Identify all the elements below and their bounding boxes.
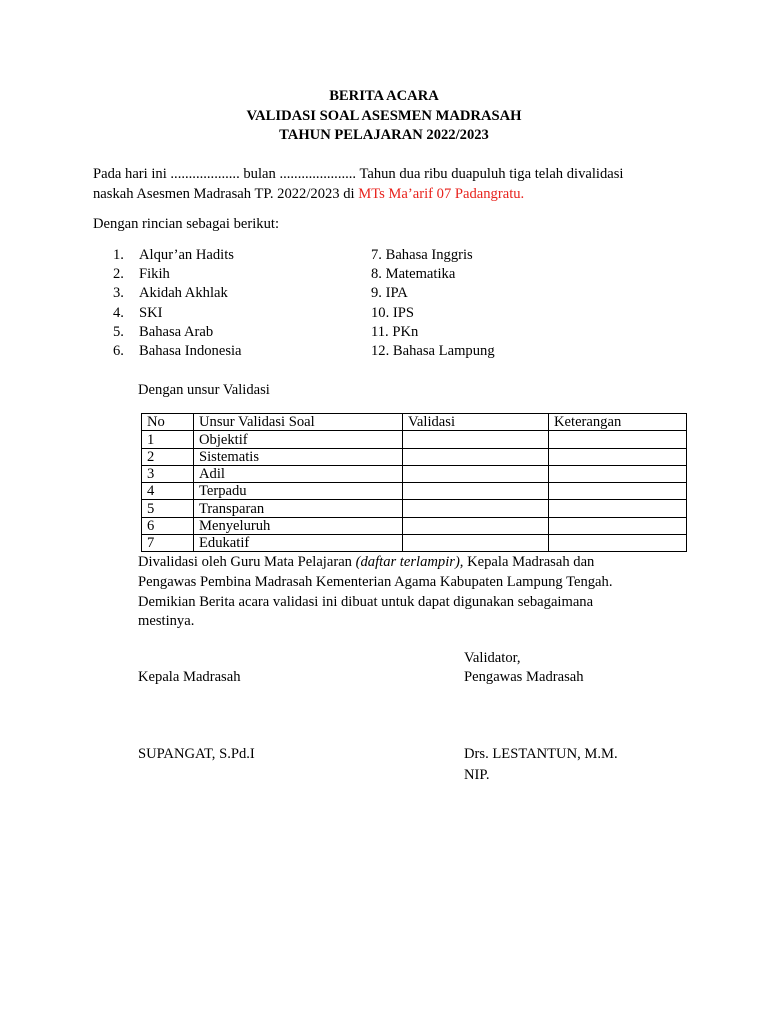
cell-no: 5 [142, 500, 194, 517]
list-item [113, 265, 242, 284]
cell-keterangan [549, 448, 687, 465]
list-number: 3. [113, 285, 124, 302]
school-name: MTs Ma’arif 07 Padangratu. [358, 186, 525, 202]
table-row [142, 483, 687, 500]
cell-unsur: Objektif [194, 431, 403, 448]
subject-name: Alqur’an Hadits [139, 247, 234, 263]
list-item: 9. IPA [371, 285, 408, 302]
cell-validasi [403, 500, 549, 517]
cell-validasi [403, 431, 549, 448]
table-row [142, 448, 687, 465]
cell-unsur: Menyeluruh [194, 517, 403, 534]
list-number: 2. [113, 266, 124, 283]
list-item: 11. PKn [371, 323, 419, 340]
cell-no: 7 [142, 535, 194, 552]
cell-no: 6 [142, 517, 194, 534]
document-year: TAHUN PELAJARAN 2022/2023 [279, 127, 489, 143]
subject-name: SKI [139, 304, 163, 321]
validator-label: Validator, [464, 650, 521, 666]
list-item [113, 304, 242, 323]
closing-text-b: Kepala Madrasah dan [463, 554, 595, 570]
cell-validasi [403, 517, 549, 534]
signature-right-nip: NIP. [464, 767, 490, 783]
list-item [113, 284, 242, 303]
subject-name: Bahasa Arab [139, 323, 214, 340]
table-row [142, 535, 687, 552]
subjects-right-list [371, 246, 495, 361]
cell-unsur: Terpadu [194, 483, 403, 500]
list-item [113, 342, 242, 361]
signature-left-name: SUPANGAT, S.Pd.I [138, 746, 255, 762]
list-item [113, 246, 242, 265]
closing-text-a: Divalidasi oleh Guru Mata Pelajaran [138, 554, 356, 570]
table-row [142, 500, 687, 517]
subject-name: Akidah Akhlak [139, 285, 228, 302]
table-header-row [142, 414, 687, 431]
closing-italic: (daftar terlampir), [355, 554, 464, 570]
closing-line-4: mestinya. [138, 613, 195, 629]
cell-keterangan [549, 500, 687, 517]
intro-line-1: Pada hari ini ................... bulan ..................... Tahun dua ribu duapuluh tiga telah divalidasi [93, 166, 624, 182]
header-validasi: Validasi [403, 414, 549, 431]
cell-keterangan [549, 517, 687, 534]
list-number: 1. [113, 247, 124, 263]
validation-table [141, 413, 687, 552]
table-row [142, 517, 687, 534]
signature-right-title: Pengawas Madrasah [464, 669, 584, 685]
cell-unsur: Edukatif [194, 535, 403, 552]
closing-line-1 [138, 553, 594, 572]
cell-keterangan [549, 431, 687, 448]
cell-no: 4 [142, 483, 194, 500]
cell-no: 3 [142, 465, 194, 482]
cell-no: 2 [142, 448, 194, 465]
cell-validasi [403, 465, 549, 482]
signature-left-title: Kepala Madrasah [138, 669, 241, 685]
header-keterangan: Keterangan [549, 414, 687, 431]
list-item [113, 323, 242, 342]
details-heading: Dengan rincian sebagai berikut: [93, 216, 279, 232]
cell-validasi [403, 483, 549, 500]
list-item: 10. IPS [371, 304, 414, 321]
cell-unsur: Adil [194, 465, 403, 482]
list-item: 8. Matematika [371, 266, 456, 283]
cell-validasi [403, 448, 549, 465]
intro-text: naskah Asesmen Madrasah TP. 2022/2023 di [93, 186, 359, 202]
signature-right-name: Drs. LESTANTUN, M.M. [464, 746, 618, 762]
document-subtitle: VALIDASI SOAL ASESMEN MADRASAH [246, 108, 522, 124]
cell-unsur: Transparan [194, 500, 403, 517]
cell-no: 1 [142, 431, 194, 448]
validation-heading: Dengan unsur Validasi [138, 382, 270, 398]
table-row [142, 431, 687, 448]
intro-line-2 [93, 185, 524, 204]
closing-line-2: Pengawas Pembina Madrasah Kementerian Agama Kabupaten Lampung Tengah. [138, 574, 613, 590]
cell-keterangan [549, 465, 687, 482]
table-row [142, 465, 687, 482]
list-number: 6. [113, 342, 124, 359]
list-item: 7. Bahasa Inggris [371, 247, 473, 263]
subject-name: Fikih [139, 266, 170, 283]
subjects-left-list [113, 246, 242, 361]
list-number: 5. [113, 323, 124, 340]
cell-validasi [403, 535, 549, 552]
header-no: No [142, 414, 194, 431]
cell-keterangan [549, 535, 687, 552]
cell-unsur: Sistematis [194, 448, 403, 465]
list-item: 12. Bahasa Lampung [371, 342, 495, 359]
list-number: 4. [113, 304, 124, 321]
closing-line-3: Demikian Berita acara validasi ini dibuat untuk dapat digunakan sebagaimana [138, 594, 594, 610]
cell-keterangan [549, 483, 687, 500]
document-title: BERITA ACARA [329, 88, 439, 104]
subject-name: Bahasa Indonesia [139, 342, 242, 359]
header-unsur: Unsur Validasi Soal [194, 414, 403, 431]
